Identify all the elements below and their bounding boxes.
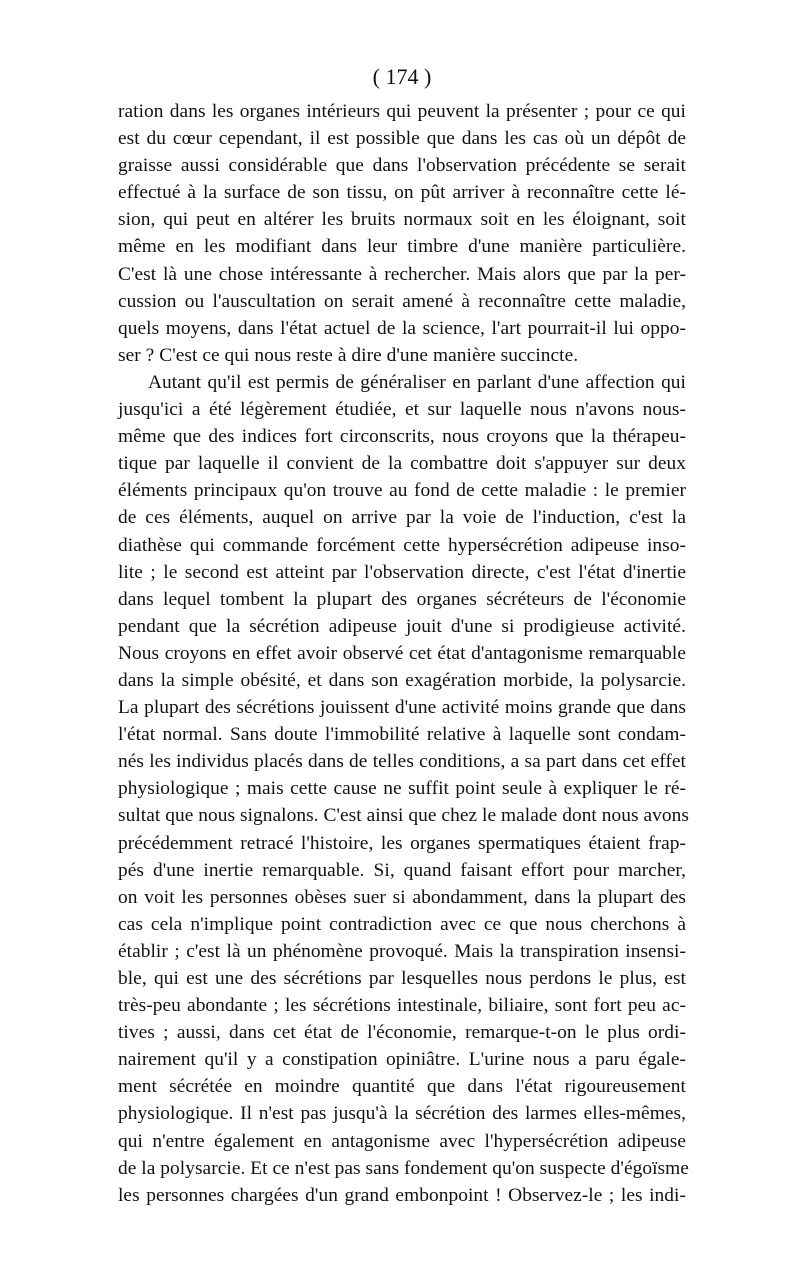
text-line: dans la simple obésité, et dans son exagération morbide, la polysarcie. [118,669,686,691]
text-line: on voit les personnes obèses suer si abondamment, dans la plupart des [118,886,686,908]
text-line: lite ; le second est atteint par l'observation directe, c'est l'état d'inertie [118,561,686,583]
text-line: tique par laquelle il convient de la combattre doit s'appuyer sur deux [118,453,686,475]
text-line: pendant que la sécrétion adipeuse jouit d'une si prodigieuse activité. [118,615,686,637]
page-number: ( 174 ) [372,64,432,89]
text-line: Autant qu'il est permis de généraliser en parlant d'une affection qui [148,371,686,393]
text-line: de la polysarcie. Et ce n'est pas sans fondement qu'on suspecte d'égoïsme [118,1157,689,1179]
text-line: Nous croyons en effet avoir observé cet état d'antagonisme remarquable [118,642,686,664]
paragraph-1 [118,98,686,369]
text-line: tives ; aussi, dans cet état de l'économie, remarque-t-on le plus ordi- [118,1022,686,1044]
text-line: jusqu'ici a été légèrement étudiée, et sur laquelle nous n'avons nous- [118,399,686,421]
text-line: diathèse qui commande forcément cette hypersécrétion adipeuse inso- [118,534,686,556]
text-line: physiologique. Il n'est pas jusqu'à la sécrétion des larmes elles-mêmes, [118,1103,686,1125]
text-line: très-peu abondante ; les sécrétions intestinale, biliaire, sont fort peu ac- [118,995,686,1017]
text-line: ble, qui est une des sécrétions par lesquelles nous perdons le plus, est [118,968,686,989]
text-line: quels moyens, dans l'état actuel de la science, l'art pourrait-il lui oppo- [118,317,686,339]
text-line: même que des indices fort circonscrits, nous croyons que la thérapeu- [118,426,686,448]
text-line: l'état normal. Sans doute l'immobilité relative à laquelle sont condam- [118,724,686,746]
text-line: physiologique ; mais cette cause ne suffit point seule à expliquer le ré- [118,778,686,800]
text-line: les personnes chargées d'un grand embonpoint ! Observez-le ; les indi- [118,1184,686,1206]
text-line: effectué à la surface de son tissu, on pût arriver à reconnaître cette lé- [118,182,686,204]
text-line: graisse aussi considérable que dans l'observation précédente se serait [118,155,686,177]
text-line: dans lequel tombent la plupart des organes sécréteurs de l'économie [118,588,686,610]
paragraph-2 [118,369,689,1209]
text-line: cas cela n'implique point contradiction avec ce que nous cherchons à [118,913,686,935]
text-line: pés d'une inertie remarquable. Si, quand faisant effort pour marcher, [118,859,686,881]
text-line: éléments principaux qu'on trouve au fond de cette maladie : le premier [118,480,686,502]
text-line: nés les individus placés dans de telles conditions, a sa part dans cet effet [118,751,686,773]
text-line: ration dans les organes intérieurs qui peuvent la présenter ; pour ce qui [118,101,686,122]
text-line: nairement qu'il y a constipation opiniâtre. L'urine nous a paru égale- [118,1049,686,1071]
text-line: ment sécrétée en moindre quantité que dans l'état rigoureusement [118,1076,686,1098]
text-line: ser ? C'est ce qui nous reste à dire d'une manière succincte. [118,344,579,366]
text-line: de ces éléments, auquel on arrive par la voie de l'induction, c'est la [118,507,686,529]
text-line: C'est là une chose intéressante à rechercher. Mais alors que par la per- [118,263,686,285]
text-line: établir ; c'est là un phénomène provoqué. Mais la transpiration insensi- [118,940,686,962]
text-line: précédemment retracé l'histoire, les organes spermatiques étaient frap- [118,832,686,854]
text-line: sultat que nous signalons. C'est ainsi que chez le malade dont nous avons [118,805,689,827]
text-line: qui n'entre également en antagonisme avec l'hypersécrétion adipeuse [118,1130,686,1152]
text-line: sion, qui peut en altérer les bruits normaux soit en les éloignant, soit [118,209,686,231]
text-line: est du cœur cependant, il est possible que dans les cas où un dépôt de [118,128,686,150]
book-page [118,62,689,1209]
text-line: La plupart des sécrétions jouissent d'une activité moins grande que dans [118,697,686,719]
text-line: cussion ou l'auscultation on serait amené à reconnaître cette maladie, [118,290,686,312]
text-line: même en les modifiant dans leur timbre d'une manière particulière. [118,236,686,258]
